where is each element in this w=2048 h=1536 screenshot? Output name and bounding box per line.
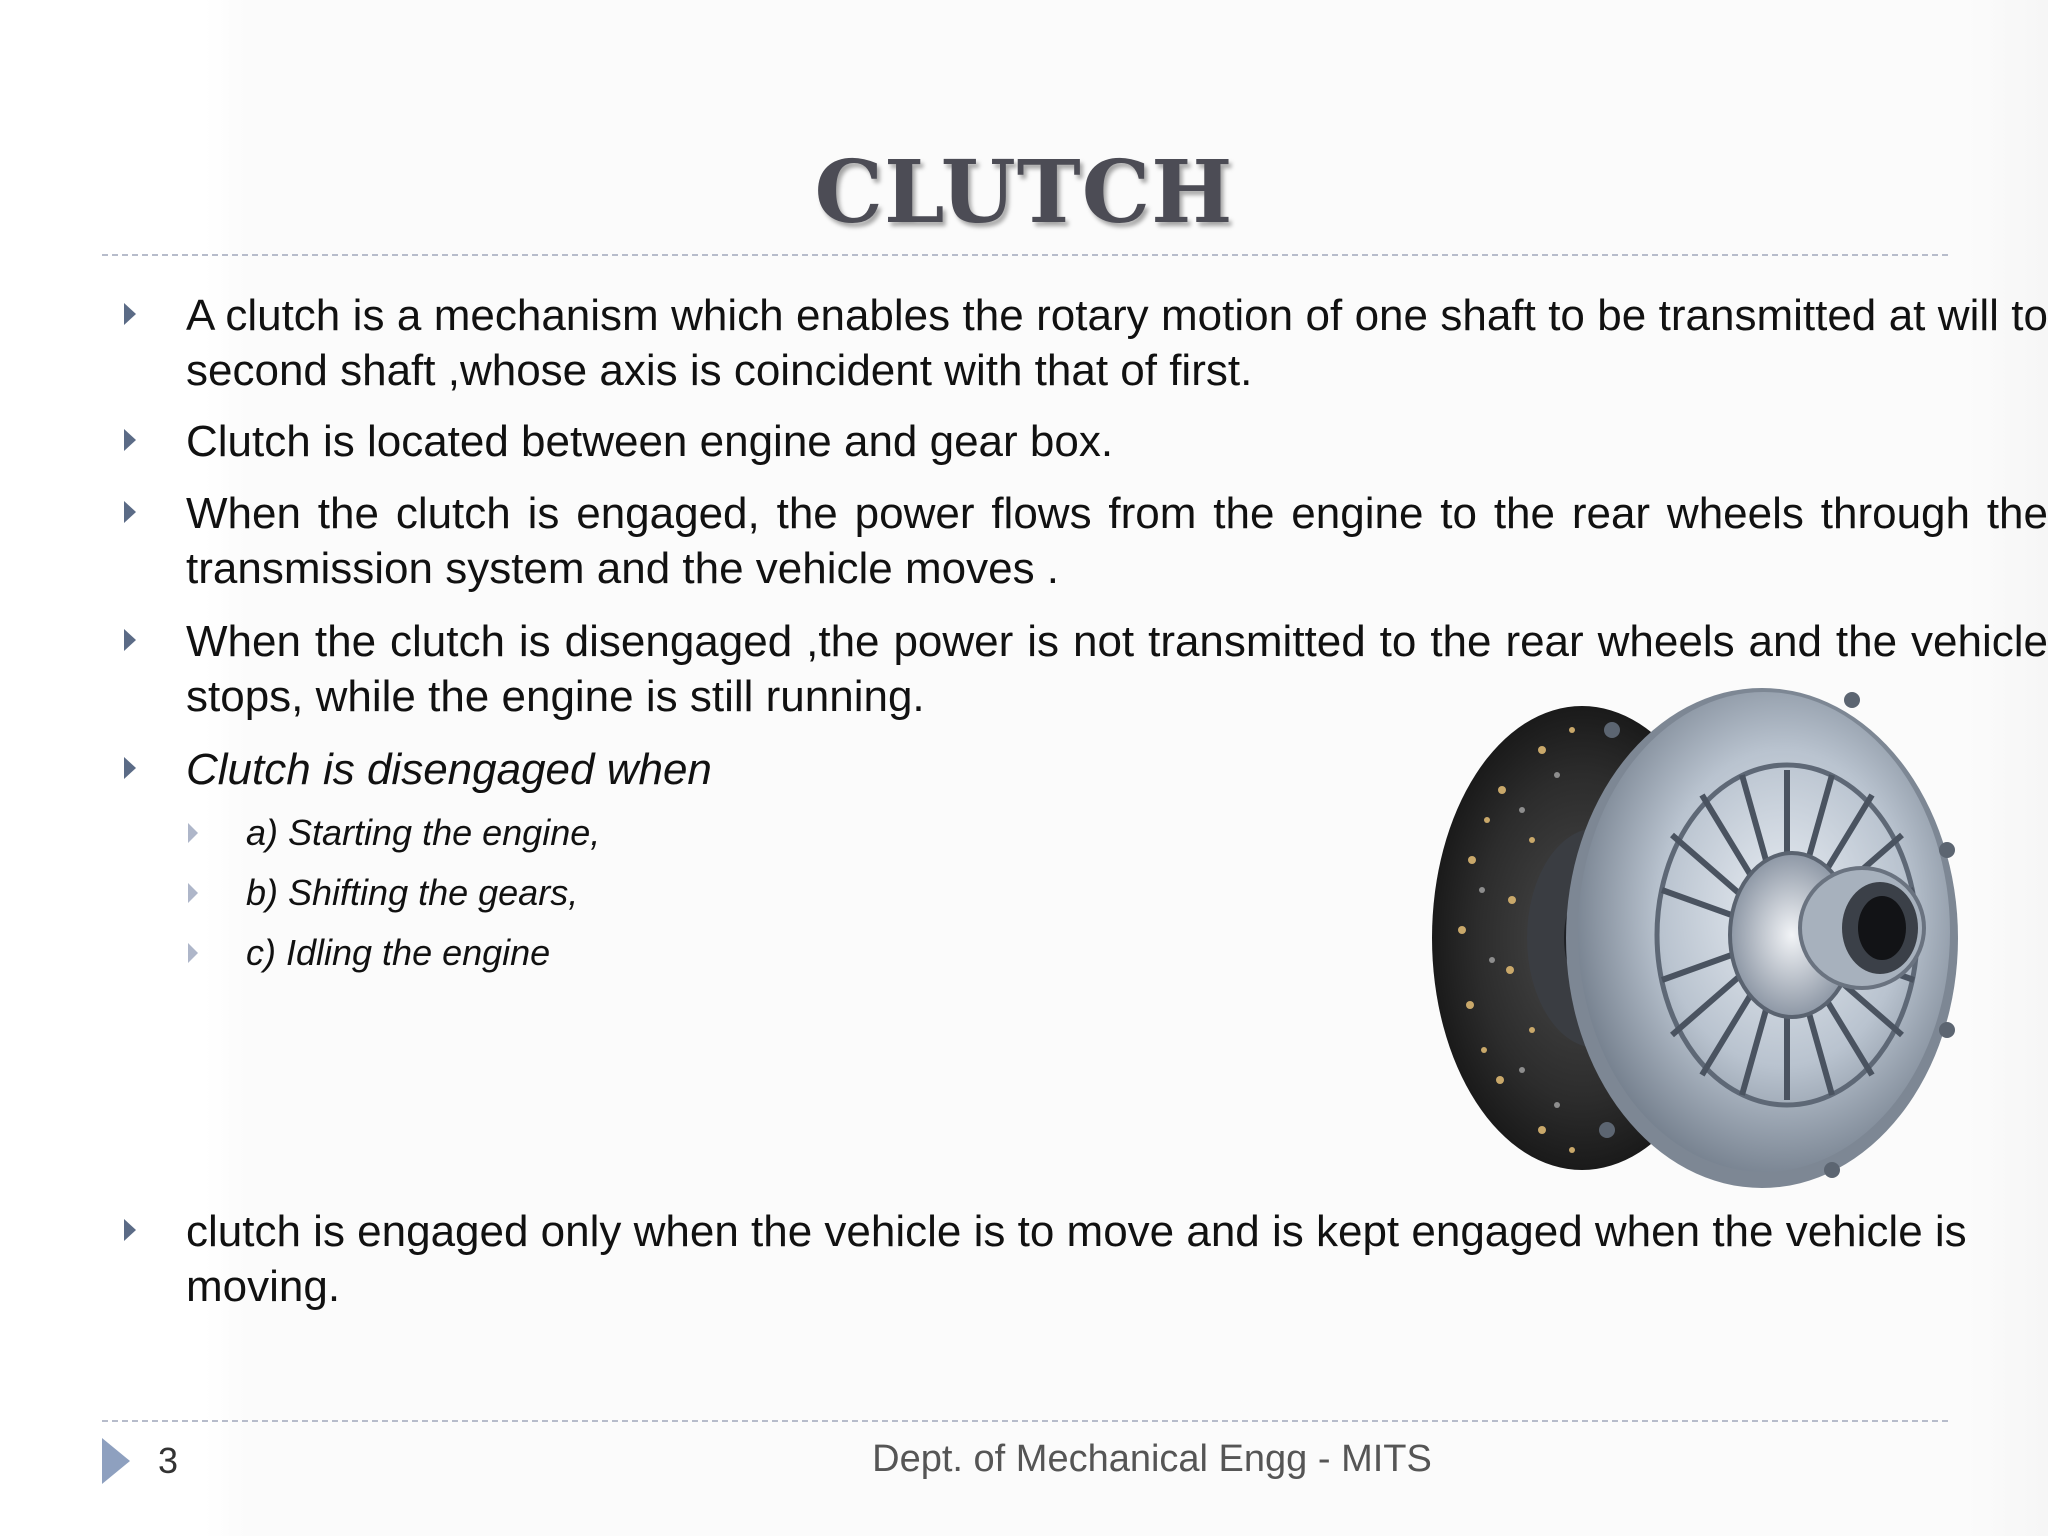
- sub-bullet-text: c) Idling the engine: [246, 932, 551, 973]
- clutch-image: [1392, 660, 1972, 1200]
- bullet-text: When the clutch is engaged, the power flows from the engine to the rear wheels through the transmission system and the vehicle moves .: [186, 489, 2048, 593]
- bullet-arrow-icon: [124, 757, 136, 779]
- sub-bullet-arrow-icon: [188, 943, 198, 963]
- bullet-text: A clutch is a mechanism which enables the rotary motion of one shaft to be transmitted at will to second shaft ,whose axis is coincident with that of first.: [186, 291, 2048, 395]
- bullet-text: When the clutch is disengaged ,the power is not transmitted to the rear wheels and the vehicle stops, while the engine is still running.: [186, 617, 2048, 721]
- bullet-arrow-icon: [124, 303, 136, 325]
- footer-divider: [102, 1420, 1948, 1422]
- bullet-arrow-icon: [124, 429, 136, 451]
- title-divider: [102, 254, 1948, 256]
- sub-bullet-text: a) Starting the engine,: [246, 812, 601, 853]
- bullet-arrow-icon: [124, 501, 136, 523]
- bullet-arrow-icon: [124, 1219, 136, 1241]
- bullet-text: Clutch is disengaged when: [186, 745, 712, 794]
- sub-bullet-text: b) Shifting the gears,: [246, 872, 579, 913]
- page-number: 3: [158, 1440, 179, 1481]
- bullet-arrow-icon: [124, 629, 136, 651]
- sub-bullet-arrow-icon: [188, 883, 198, 903]
- bullet-text: clutch is engaged only when the vehicle is to move and is kept engaged when the vehicle is moving.: [186, 1207, 1967, 1311]
- footer-department: Dept. of Mechanical Engg - MITS: [872, 1438, 1432, 1480]
- sub-bullet-arrow-icon: [188, 823, 198, 843]
- bullet-text: Clutch is located between engine and gear box.: [186, 417, 1114, 466]
- slide-title: CLUTCH: [814, 142, 1234, 243]
